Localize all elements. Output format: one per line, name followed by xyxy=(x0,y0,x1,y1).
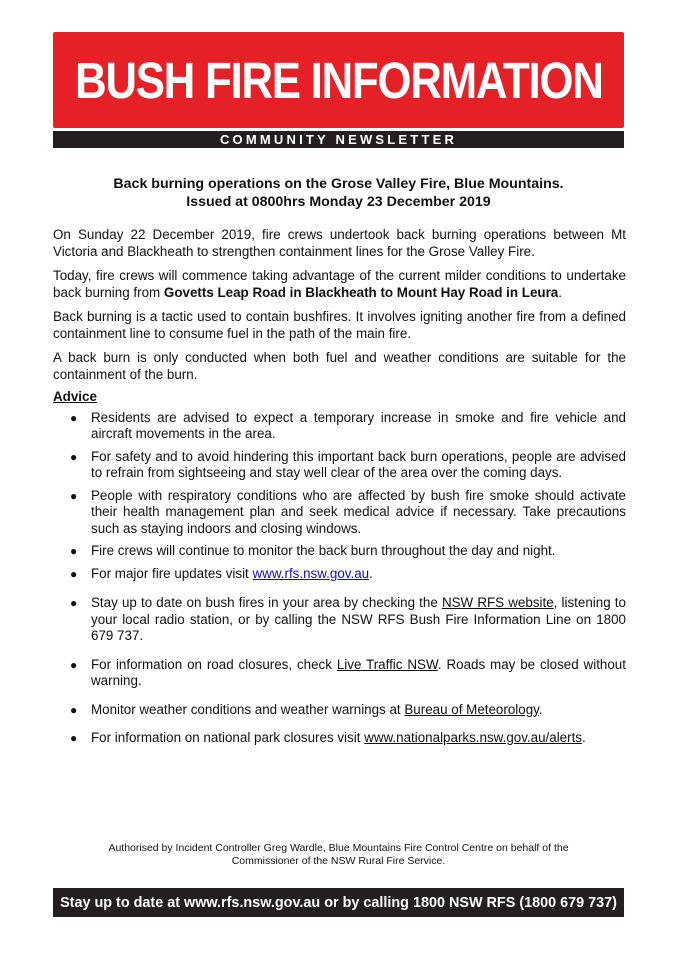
list-item xyxy=(53,543,626,560)
paragraph: On Sunday 22 December 2019, fire crews undertook back burning operations between Mt Victoria and Blackheath to strengthen containment lines for the Grose Valley Fire. xyxy=(53,227,626,259)
authorisation-line: Authorised by Incident Controller Greg Wardle, Blue Mountains Fire Control Centre on behalf of the xyxy=(108,842,569,854)
list-item-text: Monitor weather conditions and weather warnings at xyxy=(91,701,405,717)
document-body xyxy=(53,227,626,747)
list-item xyxy=(53,410,626,443)
list-item-text: Stay up to date on bush fires in your area by checking the xyxy=(91,595,442,610)
list-item-text: For information on national park closures visit xyxy=(91,730,365,745)
authorisation-note xyxy=(53,842,624,868)
list-item-text: Fire crews will continue to monitor the back burn throughout the day and night. xyxy=(91,543,556,558)
list-item-text: . xyxy=(582,730,586,745)
document-title: Back burning operations on the Grose Valley Fire, Blue Mountains. xyxy=(113,176,564,192)
list-item xyxy=(53,702,626,719)
list-item-text: For major fire updates visit xyxy=(91,565,253,581)
list-item xyxy=(53,657,626,690)
bullet-icon: ● xyxy=(70,488,78,503)
list-item-text: . xyxy=(538,701,543,717)
list-item-text: , listening to your local radio station, or by calling the NSW RFS Bush Fire Information Line on 1800 679 737. xyxy=(91,595,626,643)
list-item xyxy=(53,566,626,583)
list-item-text: Residents are advised to expect a temporary increase in smoke and fire vehicle and aircraft movements in the area. xyxy=(91,409,626,441)
national-parks-link[interactable]: www.nationalparks.nsw.gov.au/alerts xyxy=(364,730,582,745)
bullet-icon: ● xyxy=(70,596,78,610)
location-emphasis: Govetts Leap Road in Blackheath to Mount Hay Road in Leura xyxy=(163,284,559,300)
issued-line: Issued at 0800hrs Monday 23 December 2019 xyxy=(186,194,491,210)
authorisation-line: Commissioner of the NSW Rural Fire Service. xyxy=(231,855,446,867)
advice-heading: Advice xyxy=(53,389,97,404)
live-traffic-link[interactable]: Live Traffic NSW xyxy=(336,656,438,672)
subtitle-bar xyxy=(53,131,624,148)
list-item xyxy=(53,449,626,482)
footer-bar-text: Stay up to date at www.rfs.nsw.gov.au or by calling 1800 NSW RFS (1800 679 737) xyxy=(60,894,617,911)
list-item-text: For information on road closures, check xyxy=(91,656,337,672)
list-item-text: . xyxy=(369,565,373,581)
bullet-icon: ● xyxy=(70,449,78,464)
bullet-icon: ● xyxy=(70,410,78,425)
paragraph-text: Today, fire crews will commence taking advantage of the current milder conditions to undertake back burning from xyxy=(53,268,626,300)
header-banner xyxy=(53,32,624,128)
banner-title: BUSH FIRE INFORMATION xyxy=(74,51,603,109)
paragraph-text: . xyxy=(558,284,562,300)
bullet-icon: ● xyxy=(70,731,78,745)
list-item-text: For safety and to avoid hindering this important back burn operations, people are advised to refrain from sightseeing and stay well clear of the area over the coming days. xyxy=(91,448,626,480)
document-heading xyxy=(53,175,624,211)
rfs-website-link[interactable]: www.rfs.nsw.gov.au xyxy=(252,565,370,581)
list-item-text: People with respiratory conditions who are affected by bush fire smoke should activate their health management plan and seek medical advice if necessary. Take precautions such as staying indoors and closing windows. xyxy=(91,487,626,536)
bureau-of-meteorology-link[interactable]: Bureau of Meteorology xyxy=(404,701,539,717)
bullet-icon: ● xyxy=(70,544,78,558)
banner-subtitle: COMMUNITY NEWSLETTER xyxy=(219,132,458,147)
paragraph: Back burning is a tactic used to contain bushfires. It involves igniting another fire from a defined containment line to consume fuel in the path of the main fire. xyxy=(53,309,626,341)
list-item xyxy=(53,730,626,747)
bullet-icon: ● xyxy=(70,702,78,717)
nsw-rfs-website-link[interactable]: NSW RFS website xyxy=(441,595,554,610)
bullet-icon: ● xyxy=(70,566,78,581)
paragraph: A back burn is only conducted when both fuel and weather conditions are suitable for the containment of the burn. xyxy=(53,350,626,382)
list-item-text: . Roads may be closed without warning. xyxy=(91,656,626,688)
footer-bar xyxy=(53,888,624,917)
advice-list xyxy=(53,410,626,747)
paragraph xyxy=(53,268,626,301)
bullet-icon: ● xyxy=(70,657,78,672)
list-item xyxy=(53,595,626,645)
list-item xyxy=(53,488,626,538)
